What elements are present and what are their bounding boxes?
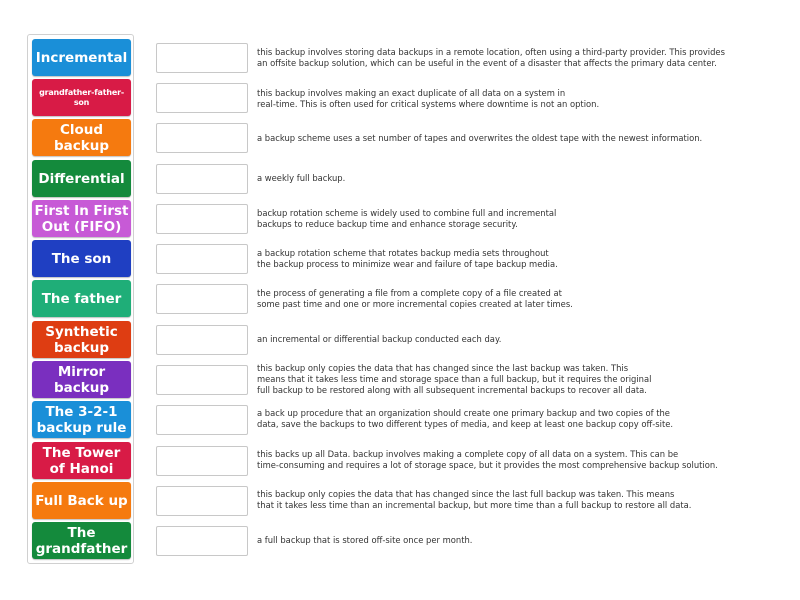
drop-box-6[interactable] (156, 244, 248, 274)
description-13: a full backup that is stored off-site once per month. (257, 534, 473, 545)
description-8: an incremental or differential backup conducted each day. (257, 333, 502, 344)
description-3: a backup scheme uses a set number of tapes and overwrites the oldest tape with the newest information. (257, 132, 703, 143)
drop-box-4[interactable] (156, 164, 248, 194)
description-4: a weekly full backup. (257, 172, 346, 183)
term-card-fifo[interactable]: First In First Out (FIFO) (32, 200, 131, 237)
drop-box-3[interactable] (156, 123, 248, 153)
drop-box-12[interactable] (156, 486, 248, 516)
term-card-differential[interactable]: Differential (32, 160, 131, 197)
term-card-tower-of-hanoi[interactable]: The Tower of Hanoi (32, 442, 131, 479)
description-7: the process of generating a file from a complete copy of a file created at some past time and one or more incremental copies created at later times. (257, 288, 573, 309)
term-card-the-son[interactable]: The son (32, 240, 131, 277)
drop-box-1[interactable] (156, 43, 248, 73)
drop-box-2[interactable] (156, 83, 248, 113)
drop-box-13[interactable] (156, 526, 248, 556)
term-card-grandfather-father-son[interactable]: grandfather-father-son (32, 79, 131, 116)
drop-box-5[interactable] (156, 204, 248, 234)
term-card-synthetic-backup[interactable]: Synthetic backup (32, 321, 131, 358)
description-6: a backup rotation scheme that rotates backup media sets throughout the backup process to minimize wear and failure of tape backup media. (257, 248, 558, 269)
term-card-full-back-up[interactable]: Full Back up (32, 482, 131, 519)
description-5: backup rotation scheme is widely used to combine full and incremental backups to reduce backup time and enhance storage security. (257, 208, 557, 229)
term-card-mirror-backup[interactable]: Mirror backup (32, 361, 131, 398)
drop-box-11[interactable] (156, 446, 248, 476)
term-card-3-2-1-rule[interactable]: The 3-2-1 backup rule (32, 401, 131, 438)
drop-box-8[interactable] (156, 325, 248, 355)
term-card-the-grandfather[interactable]: The grandfather (32, 522, 131, 559)
drop-box-9[interactable] (156, 365, 248, 395)
term-card-the-father[interactable]: The father (32, 280, 131, 317)
description-2: this backup involves making an exact duplicate of all data on a system in real-time. This is often used for critical systems where downtime is not an option. (257, 88, 600, 109)
description-11: this backs up all Data. backup involves making a complete copy of all data on a system. This can be time-consuming and requires a lot of storage space, but it provides the most comprehensive backup solution. (257, 449, 718, 470)
description-12: this backup only copies the data that has changed since the last full backup was taken. This means that it takes less time than an incremental backup, but more time than a full backup to restore all data. (257, 489, 692, 510)
term-card-incremental[interactable]: Incremental (32, 39, 131, 76)
description-1: this backup involves storing data backups in a remote location, often using a third-party provider. This provides an offsite backup solution, which can be useful in the event of a disaster that affects the primary data center. (257, 47, 725, 68)
drop-box-10[interactable] (156, 405, 248, 435)
drop-box-7[interactable] (156, 284, 248, 314)
description-9: this backup only copies the data that has changed since the last backup was taken. This means that it takes less time and storage space than a full backup, but it requires the original full backup to be restored along with all subsequent incremental backups to recover all data. (257, 362, 652, 395)
term-card-cloud-backup[interactable]: Cloud backup (32, 119, 131, 156)
description-10: a back up procedure that an organization should create one primary backup and two copies of the data, save the backups to two different types of media, and keep at least one backup copy off-site. (257, 408, 674, 429)
